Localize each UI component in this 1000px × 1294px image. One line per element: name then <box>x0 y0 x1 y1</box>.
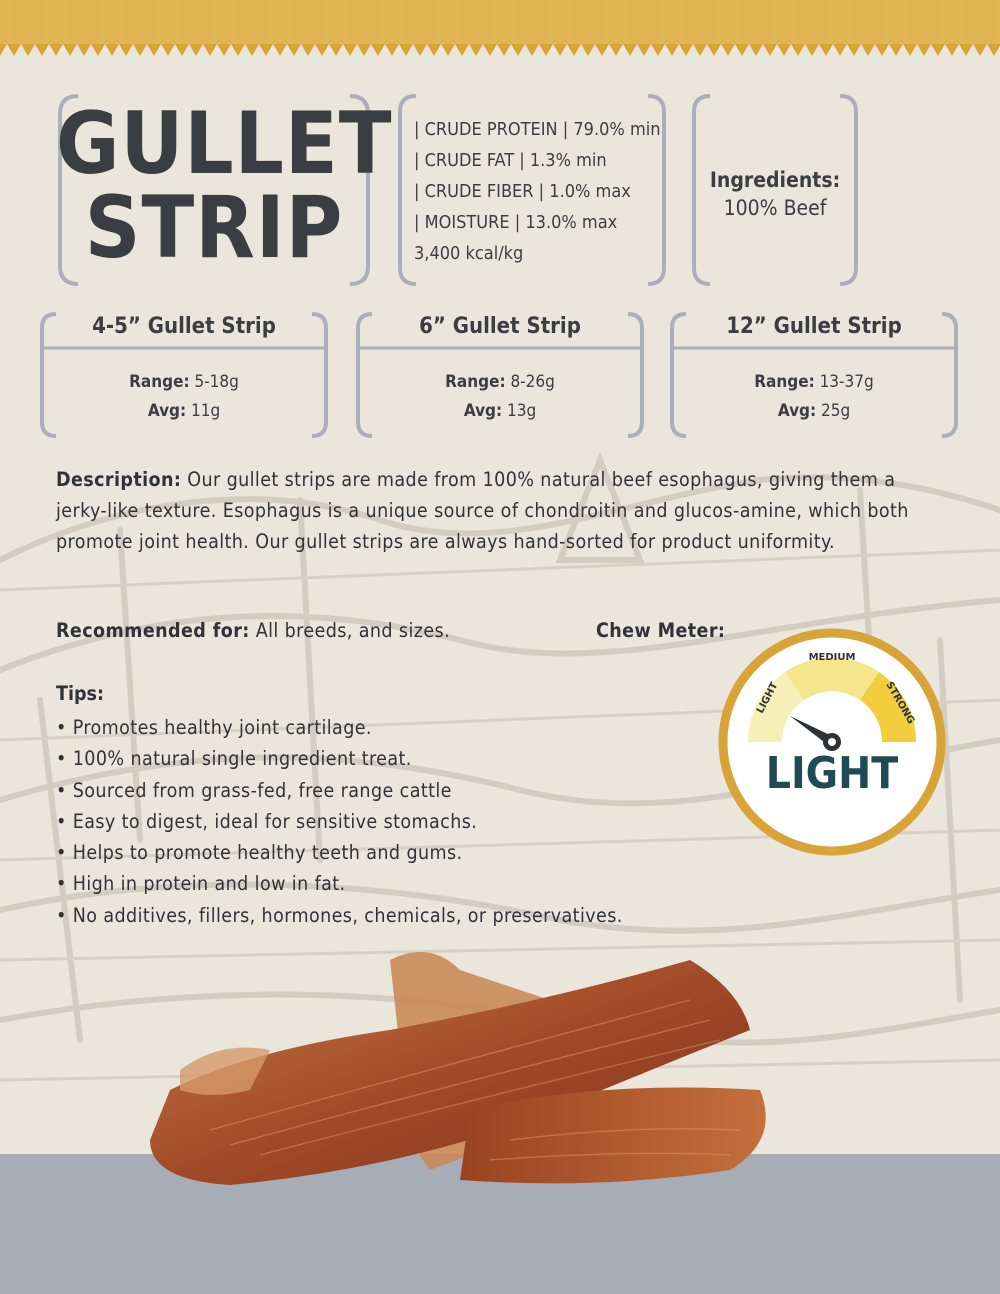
avg-value: 13g <box>506 401 537 421</box>
recommended-text: All breeds, and sizes. <box>255 619 451 642</box>
ingredients-label: Ingredients: <box>709 168 841 192</box>
title-line-2: STRIP <box>84 178 344 278</box>
size-box-12-inch <box>668 310 960 440</box>
tip-item: • High in protein and low in fat. <box>56 868 623 899</box>
nutrition-calories: 3,400 kcal/kg <box>414 243 524 264</box>
gauge-label-light: LIGHT <box>754 680 781 716</box>
nutrition-fiber: | CRUDE FIBER | 1.0% max <box>414 181 631 202</box>
recommended-for <box>56 619 450 642</box>
gauge-pivot-center <box>828 738 836 746</box>
chew-meter-value: LIGHT <box>765 748 899 799</box>
page-title <box>56 94 393 278</box>
description-text: Our gullet strips are made from 100% natural beef esophagus, giving them a jerky-like texture. Esophagus is a unique source of chondroitin and glucos-amine, which both promote joint health. Our gullet strips are always hand-sorted for product uniformity. <box>56 468 909 553</box>
ingredients-value: 100% Beef <box>723 196 827 220</box>
chew-meter-label: Chew Meter: <box>596 619 726 642</box>
size-box-6-inch <box>354 310 646 440</box>
chew-meter-gauge <box>718 628 946 856</box>
description-label: Description: <box>56 468 182 491</box>
range-label: Range: <box>445 372 506 392</box>
range-value: 8-26g <box>510 372 555 392</box>
avg-label: Avg: <box>463 401 503 421</box>
avg-value: 25g <box>820 401 851 421</box>
nutrition-list <box>414 114 660 269</box>
range-value: 13-37g <box>819 372 874 392</box>
tip-item: • Sourced from grass-fed, free range cattle <box>56 775 623 806</box>
nutrition-protein: | CRUDE PROTEIN | 79.0% min <box>414 119 661 140</box>
tip-item: • 100% natural single ingredient treat. <box>56 743 623 774</box>
avg-label: Avg: <box>777 401 817 421</box>
tip-item: • No additives, fillers, hormones, chemicals, or preservatives. <box>56 900 623 931</box>
tip-item: • Promotes healthy joint cartilage. <box>56 712 623 743</box>
avg-value: 11g <box>190 401 221 421</box>
description <box>56 464 946 557</box>
size-title: 12” Gullet Strip <box>726 314 902 339</box>
size-box-4-5-inch <box>38 310 330 440</box>
tip-item: • Easy to digest, ideal for sensitive stomachs. <box>56 806 623 837</box>
gauge-label-strong: STRONG <box>883 680 917 727</box>
top-decorative-band <box>0 0 1000 64</box>
product-title-box <box>56 92 393 288</box>
size-title: 4-5” Gullet Strip <box>92 314 276 339</box>
avg-label: Avg: <box>147 401 187 421</box>
nutrition-fat: | CRUDE FAT | 1.3% min <box>414 150 607 171</box>
range-label: Range: <box>129 372 190 392</box>
range-value: 5-18g <box>194 372 239 392</box>
ingredients-box <box>690 92 860 288</box>
title-line-1: GULLET <box>56 94 393 194</box>
nutrition-facts-box <box>396 92 668 288</box>
tips-heading: Tips: <box>56 682 104 705</box>
nutrition-moisture: | MOISTURE | 13.0% max <box>414 212 618 233</box>
tips-list <box>56 712 623 931</box>
recommended-label: Recommended for: <box>56 619 250 642</box>
range-label: Range: <box>754 372 815 392</box>
size-title: 6” Gullet Strip <box>419 314 581 339</box>
gullet-strip-product-image <box>130 940 790 1190</box>
gauge-label-medium: MEDIUM <box>808 652 856 663</box>
tip-item: • Helps to promote healthy teeth and gums. <box>56 837 623 868</box>
